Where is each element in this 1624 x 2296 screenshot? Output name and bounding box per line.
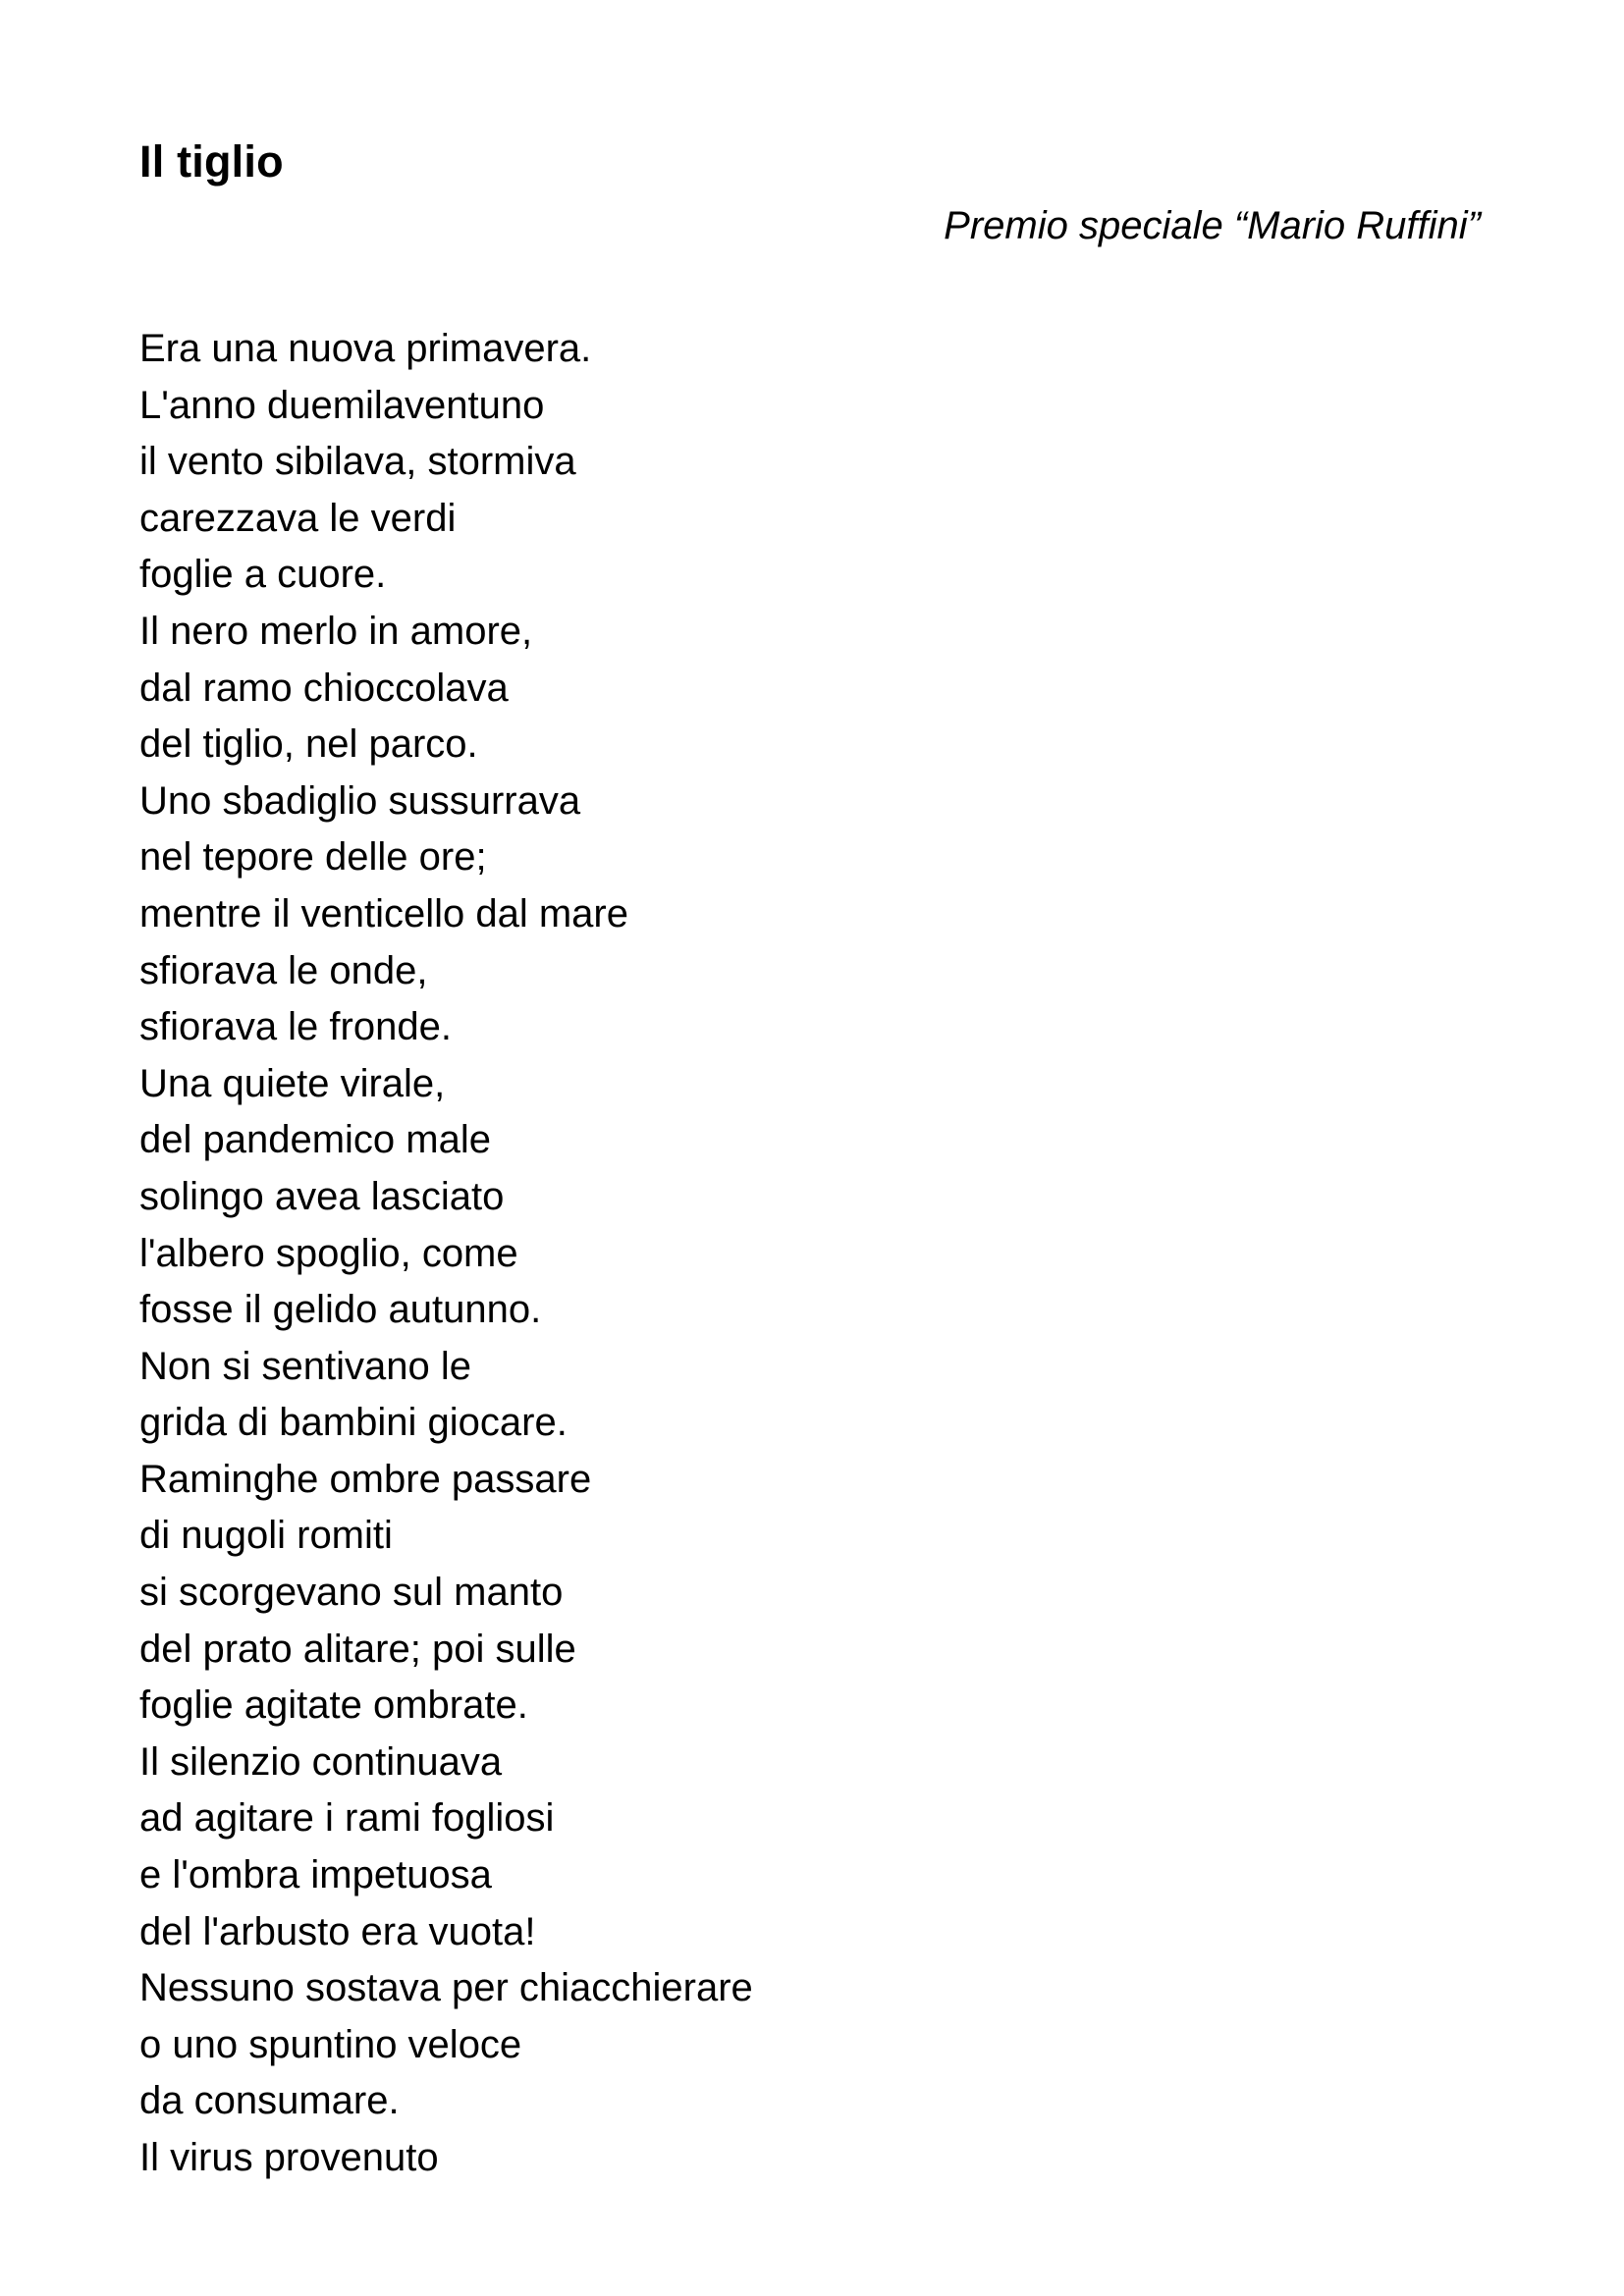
- poem-verse: Il virus provenuto: [139, 2136, 439, 2179]
- poem-verse: sfiorava le fronde.: [139, 1005, 452, 1049]
- poem-verse: Non si sentivano le: [139, 1344, 471, 1388]
- poem-title: Il tiglio: [139, 136, 284, 187]
- poem-verse: solingo avea lasciato: [139, 1174, 505, 1218]
- poem-verse: il vento sibilava, stormiva: [139, 440, 576, 484]
- poem-verse: foglie a cuore.: [139, 553, 387, 597]
- poem-verse: Una quiete virale,: [139, 1061, 446, 1105]
- poem-verse: Il silenzio continuava: [139, 1739, 503, 1784]
- poem-verse: del tiglio, nel parco.: [139, 722, 478, 767]
- poem-verse: del pandemico male: [139, 1118, 491, 1162]
- poem-verse: mentre il venticello dal mare: [139, 891, 628, 935]
- poem-verse: Il nero merlo in amore,: [139, 609, 533, 653]
- poem-verse: grida di bambini giocare.: [139, 1401, 568, 1445]
- poem-verse: sfiorava le onde,: [139, 948, 428, 992]
- award-subtitle: Premio speciale “Mario Ruffini”: [944, 204, 1481, 247]
- poem-verse: si scorgevano sul manto: [139, 1571, 564, 1615]
- poem-verse: dal ramo chioccolava: [139, 666, 509, 710]
- poem-body: [139, 321, 753, 2187]
- poem-verse: foglie agitate ombrate.: [139, 1683, 528, 1728]
- poem-verse: fosse il gelido autunno.: [139, 1288, 542, 1332]
- poem-verse: o uno spuntino veloce: [139, 2022, 522, 2066]
- poem-verse: l'albero spoglio, come: [139, 1231, 518, 1275]
- poem-verse: del prato alitare; poi sulle: [139, 1627, 576, 1671]
- poem-verse: Raminghe ombre passare: [139, 1457, 592, 1501]
- poem-verse: del l'arbusto era vuota!: [139, 1909, 536, 1953]
- poem-verse: da consumare.: [139, 2079, 400, 2123]
- poem-verse: di nugoli romiti: [139, 1514, 393, 1558]
- poem-verse: Nessuno sostava per chiacchierare: [139, 1966, 753, 2010]
- poem-verse: Uno sbadiglio sussurrava: [139, 778, 581, 823]
- poem-verse: ad agitare i rami fogliosi: [139, 1796, 555, 1841]
- poem-verse: L'anno duemilaventuno: [139, 383, 545, 427]
- poem-verse: carezzava le verdi: [139, 496, 457, 540]
- poem-verse: nel tepore delle ore;: [139, 835, 487, 880]
- poem-verse: e l'ombra impetuosa: [139, 1853, 492, 1897]
- poem-verse: Era una nuova primavera.: [139, 327, 592, 370]
